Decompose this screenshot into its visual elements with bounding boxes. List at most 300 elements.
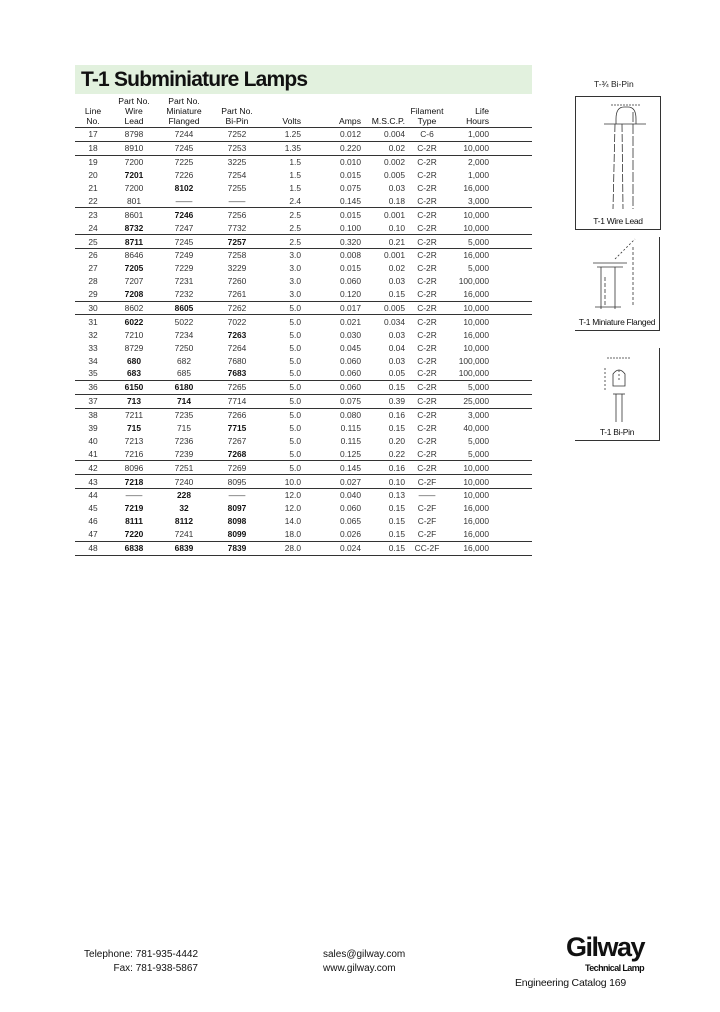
table-cell: 3.0 [289,263,301,274]
table-cell: 7264 [227,342,247,353]
table-cell: 0.16 [388,410,405,421]
email-link[interactable]: sales@gilway.com [323,949,406,960]
spacer [489,315,532,328]
table-cell: 7260 [227,276,247,287]
table-cell: 2.5 [263,235,301,249]
table-cell: 45 [88,503,98,514]
table-cell: 0.034 [384,316,405,327]
table-cell: 12.0 [284,490,301,501]
table-cell: 3,000 [449,194,489,207]
logo-name: Gilway [565,932,644,962]
table-cell: 2.5 [263,221,301,234]
table-cell: 1,000 [468,170,489,181]
table-cell: 7219 [124,503,144,514]
table-cell: 100,000 [458,355,489,366]
table-cell: 0.145 [301,461,361,475]
table-cell: C-2R [417,276,437,287]
table-cell: C-2R [417,316,437,327]
table-cell: 16,000 [463,250,489,261]
table-cell: 0.220 [301,141,361,155]
spacer [489,434,532,447]
table-row [75,408,532,421]
table-cell: 43 [75,475,111,489]
table-cell: C-2R [417,355,437,366]
table-cell: 0.008 [340,250,361,261]
table-cell: 0.13 [388,490,405,501]
table-cell: 3.0 [289,276,301,287]
table-cell: 3225 [227,157,247,168]
table-cell: 7211 [124,410,143,421]
spacer [489,541,532,555]
table-cell: 0.39 [361,394,405,408]
table-cell: C-2R [405,288,449,301]
table-cell: 0.05 [361,367,405,380]
table-row [75,328,532,341]
table-cell: 10,000 [463,342,489,353]
table-cell: 8732 [111,221,157,234]
table-cell: 7269 [211,461,263,475]
table-cell: 0.060 [340,355,361,366]
table-cell: 7247 [157,221,211,234]
table-cell: 0.02 [361,141,405,155]
spacer [489,288,532,301]
table-cell: 7267 [227,435,247,446]
table-cell: C-2F [405,475,449,489]
table-cell: 0.027 [301,475,361,489]
spacer [489,380,532,394]
table-cell: 7240 [157,475,211,489]
table-cell: 2.5 [289,209,301,220]
table-cell: 685 [157,367,211,380]
column-header [211,96,263,128]
table-cell: 0.03 [388,276,405,287]
table-cell: 8099 [211,528,263,541]
table-cell: 7207 [124,276,144,287]
column-header-line: Hours [466,116,489,126]
table-cell: 10,000 [449,141,489,155]
table-cell: 5.0 [263,301,301,315]
spacer [489,422,532,435]
table-cell: 29 [75,288,111,301]
table-cell: 1.35 [263,141,301,155]
table-cell: 0.10 [361,475,405,489]
spacer [489,528,532,541]
table-cell: 8646 [124,250,144,261]
column-header [301,96,361,128]
table-cell: 32 [179,503,189,514]
column-header-line: Amps [339,116,361,126]
table-cell: 7680 [227,355,247,366]
table-cell: 0.060 [340,276,361,287]
table-cell: 5,000 [449,380,489,394]
table-cell: 0.15 [361,288,405,301]
column-header-line: Wire [125,106,143,116]
table-cell: 16,000 [463,503,489,514]
table-row [75,315,532,328]
table-cell: 0.015 [340,263,361,274]
table-cell: 18 [75,141,111,155]
table-cell: 5.0 [289,355,301,366]
table-cell: C-2R [417,263,437,274]
table-cell: 0.045 [340,342,361,353]
table-row [75,475,532,489]
table-cell: 6838 [111,541,157,555]
table-cell: 7258 [227,250,247,261]
table-cell: 34 [88,355,98,366]
column-header-line: Lead [124,116,144,126]
footer-contact [323,948,405,976]
table-cell: 0.120 [301,288,361,301]
table-cell: 0.017 [301,301,361,315]
table-cell: 7257 [211,235,263,249]
table-cell: 7239 [157,447,211,460]
spacer [489,141,532,155]
table-cell: 5022 [174,316,194,327]
table-cell: 8098 [227,516,247,527]
table-cell: 1.5 [289,157,301,168]
table-cell: 5.0 [289,410,301,421]
table-cell: 5.0 [263,461,301,475]
spacer [489,328,532,341]
table-cell: 0.026 [301,528,361,541]
table-cell: 100,000 [449,367,489,380]
diagram-label: T-1 Miniature Flanged [578,317,656,327]
table-cell: 0.010 [340,157,361,168]
bipin-drawing [575,348,659,424]
table-cell: 16,000 [449,541,489,555]
table-cell: 0.115 [340,435,361,446]
table-cell: 5.0 [263,394,301,408]
table-row [75,541,532,555]
table-cell: CC-2F [405,541,449,555]
table-row [75,275,532,288]
table-row [75,235,532,249]
table-cell: 22 [75,194,111,207]
column-header [263,96,301,128]
table-cell: 1.5 [289,170,301,181]
logo-subtitle: Technical Lamp [585,963,644,973]
table-cell: 0.320 [301,235,361,249]
table-row [75,502,532,515]
table-row [75,515,532,528]
table-cell: 8097 [227,503,247,514]
table-cell: 0.060 [301,367,361,380]
table-cell: 0.080 [340,410,361,421]
column-header [75,96,111,128]
table-cell: 10,000 [449,475,489,489]
table-cell: 39 [88,423,98,434]
table-cell: 25,000 [449,394,489,408]
table-cell: 0.03 [388,329,405,340]
spacer [489,475,532,489]
table-cell: 0.060 [340,503,361,514]
table-cell: 7216 [111,447,157,460]
column-header [449,96,489,128]
table-cell: 7208 [111,288,157,301]
table-cell: 7261 [211,288,263,301]
table-cell: C-2R [417,410,437,421]
fax: Fax: 781-938-5867 [113,963,198,974]
spacer [489,96,532,128]
table-row [75,141,532,155]
table-cell: C-2F [417,516,437,527]
table-cell: 0.15 [388,516,405,527]
table-cell: 38 [88,410,98,421]
table-cell: 7251 [157,461,211,475]
table-cell: —— [418,490,436,501]
table-cell: 3.0 [263,288,301,301]
table-cell: 16,000 [463,516,489,527]
table-cell: C-2R [417,435,437,446]
table-cell: 100,000 [458,276,489,287]
table-cell: 0.16 [361,461,405,475]
table-cell: 10,000 [463,490,489,501]
table-cell: 7263 [227,329,247,340]
page-title: T-1 Subminiature Lamps [81,68,308,91]
table-cell: 5.0 [289,342,301,353]
table-cell: 36 [75,380,111,394]
table-cell: 7213 [124,435,144,446]
table-row [75,208,532,221]
table-cell: 0.002 [384,157,405,168]
spacer [489,461,532,475]
diagram-bipin [575,348,660,441]
column-header [405,96,449,128]
column-header-line: Part No. [221,106,253,116]
table-cell: 7268 [211,447,263,460]
table-cell: 10,000 [449,301,489,315]
table-cell: 5.0 [263,367,301,380]
table-cell: 32 [88,329,98,340]
spacer [489,502,532,515]
table-cell: C-2R [417,157,437,168]
table-cell: 0.015 [340,170,361,181]
table-cell: 0.18 [361,194,405,207]
table-cell: 7262 [211,301,263,315]
table-cell: 14.0 [284,516,301,527]
flanged-drawing [575,237,659,313]
table-cell: 26 [88,250,98,261]
table-cell: 7205 [124,263,144,274]
spacer [489,182,532,195]
table-row [75,155,532,168]
table-cell: 7265 [211,380,263,394]
spacer [489,394,532,408]
table-cell: 46 [88,516,98,527]
column-header-line: Type [417,116,437,126]
table-cell: 10.0 [263,475,301,489]
table-cell: 0.22 [361,447,405,460]
table-cell: 714 [157,394,211,408]
table-cell: 0.125 [301,447,361,460]
table-cell: 7200 [124,157,144,168]
table-cell: 7249 [174,250,194,261]
table-cell: C-2R [405,194,449,207]
spacer [489,194,532,207]
spacer [489,341,532,354]
table-cell: C-2F [405,528,449,541]
table-cell: 7683 [211,367,263,380]
table-cell: 0.03 [388,355,405,366]
table-cell: 5,000 [449,235,489,249]
diagram-miniature-flanged [575,237,660,331]
table-cell: 30 [75,301,111,315]
table-cell: 0.075 [301,394,361,408]
table-cell: 713 [111,394,157,408]
diagram-title-bipin-t34: T-¾ Bi-Pin [594,79,634,89]
table-cell: 7252 [211,128,263,142]
catalog-label: Engineering Catalog 169 [515,977,626,989]
table-cell: 0.02 [388,263,405,274]
table-cell: 7200 [124,183,144,193]
spacer [489,262,532,275]
spacer [489,408,532,421]
table-cell: C-2R [405,221,449,234]
table-cell: 0.100 [301,221,361,234]
table-cell: 8111 [125,516,143,527]
table-row [75,380,532,394]
table-cell: 7266 [227,410,247,421]
table-cell: 10,000 [463,209,489,220]
spacer [489,155,532,168]
table-cell: 6180 [157,380,211,394]
table-cell: 7245 [157,235,211,249]
table-cell: 7732 [211,221,263,234]
table-cell: 0.005 [361,301,405,315]
table-cell: 7244 [157,128,211,142]
column-header-line: M.S.C.P. [371,116,405,126]
table-cell: C-6 [405,128,449,142]
table-cell: C-2R [417,423,437,434]
table-cell: C-2R [417,342,437,353]
spacer [489,249,532,262]
table-cell: 715 [127,423,141,434]
column-header [157,96,211,128]
table-cell: 0.001 [384,209,405,220]
table-cell: 7254 [227,170,247,181]
table-cell: 0.001 [384,250,405,261]
table-cell: 40 [88,435,98,446]
table-cell: 18.0 [263,528,301,541]
website-link[interactable]: www.gilway.com [323,963,396,974]
table-cell: 8102 [174,183,194,193]
table-cell: 0.004 [361,128,405,142]
table-cell: 16,000 [463,329,489,340]
table-cell: 7220 [111,528,157,541]
table-cell: —— [157,194,211,207]
spacer [489,275,532,288]
table-cell: 8096 [111,461,157,475]
table-cell: 5.0 [263,380,301,394]
table-cell: 0.024 [301,541,361,555]
table-cell: C-2R [405,301,449,315]
table-cell: 7218 [111,475,157,489]
column-header-line: Filament [410,106,444,116]
table-cell: 33 [88,342,98,353]
table-cell: 0.03 [388,183,405,193]
table-cell: 0.030 [340,329,361,340]
table-cell: 16,000 [463,183,489,193]
table-cell: 2,000 [468,157,489,168]
table-row [75,394,532,408]
table-cell: 7241 [157,528,211,541]
table-cell: 5.0 [289,423,301,434]
table-cell: 0.015 [340,209,361,220]
table-cell: 0.040 [340,490,361,501]
table-cell: 7253 [211,141,263,155]
table-cell: 0.15 [361,541,405,555]
diagram-label: T-1 Bi-Pin [599,427,635,437]
title-bar [75,65,532,94]
column-header-line: Line [84,106,102,116]
table-cell: 5,000 [449,447,489,460]
table-cell: 24 [75,221,111,234]
table-cell: 44 [88,490,98,501]
table-cell: 0.060 [301,380,361,394]
table-cell: 7226 [174,170,194,181]
spacer [489,128,532,142]
table-row [75,182,532,195]
table-cell: 0.021 [340,316,361,327]
table-cell: 17 [75,128,111,142]
table-cell: 3.0 [289,250,301,261]
table-cell: 7255 [227,183,247,193]
spacer [489,169,532,182]
table-cell: 6150 [111,380,157,394]
table-cell: 31 [88,316,98,327]
table-cell: 0.15 [361,380,405,394]
table-cell: 7225 [174,157,194,168]
column-header-line: Part No. [118,96,150,106]
table-cell: 7232 [157,288,211,301]
table-cell: 682 [177,355,191,366]
table-cell: —— [211,194,263,207]
table-cell: 6022 [124,316,144,327]
spacer [489,367,532,380]
table-cell: C-2R [417,209,437,220]
column-header [111,96,157,128]
table-row [75,447,532,460]
table-cell: 3229 [227,263,247,274]
table-cell: 40,000 [463,423,489,434]
table-cell: 42 [75,461,111,475]
table-cell: 5.0 [289,435,301,446]
table-cell: 5,000 [468,263,489,274]
table-row [75,489,532,502]
table-cell: 10,000 [449,461,489,475]
table-row [75,194,532,207]
table-cell: 7231 [174,276,194,287]
lamp-table [75,96,532,556]
table-cell: 1.25 [263,128,301,142]
table-cell: —— [125,490,143,501]
table-cell: 6839 [157,541,211,555]
spacer [489,447,532,460]
table-cell: 10,000 [463,316,489,327]
spacer [489,221,532,234]
table-header [75,96,532,128]
table-cell: C-2R [417,170,437,181]
table-cell: 0.065 [340,516,361,527]
table-cell: 0.012 [301,128,361,142]
table-cell: C-2R [405,235,449,249]
table-cell: C-2R [417,329,437,340]
table-cell: 28.0 [263,541,301,555]
table-cell: 37 [75,394,111,408]
column-header-line: Bi-Pin [225,116,249,126]
table-row [75,262,532,275]
table-cell: 16,000 [449,528,489,541]
